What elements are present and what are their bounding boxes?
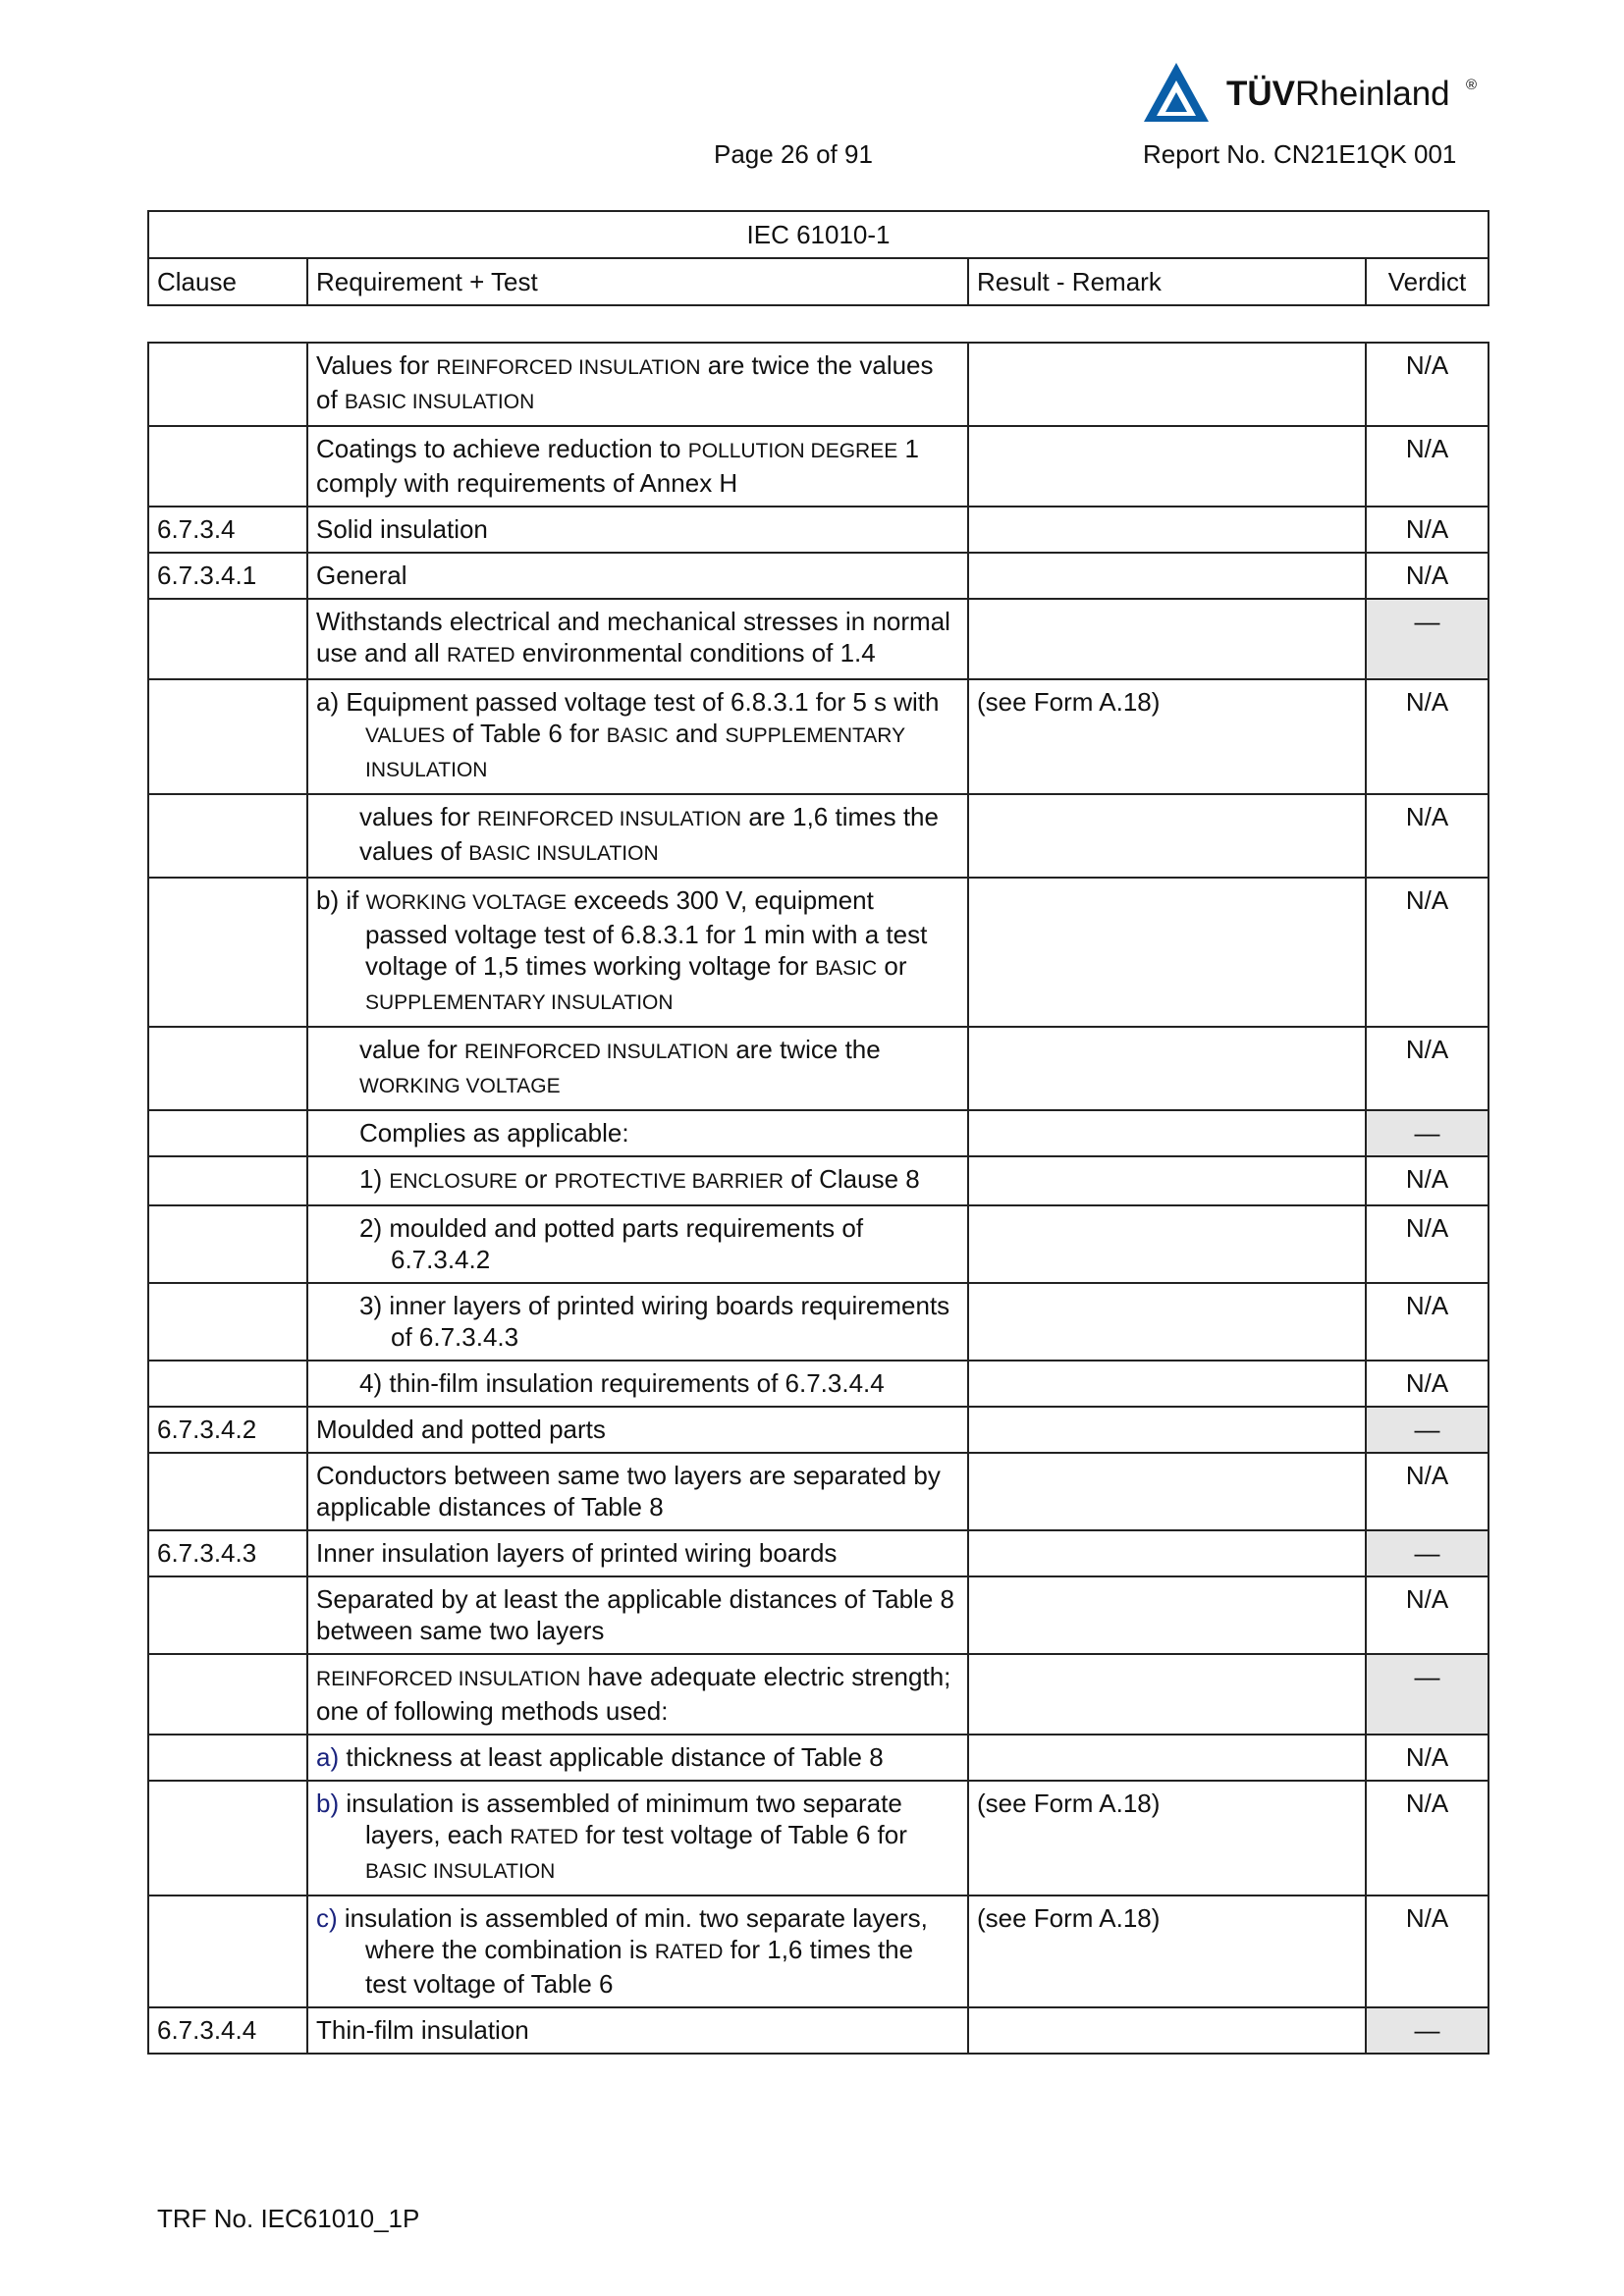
requirement-text [316, 1662, 950, 1726]
requirement-fragment: c) [316, 1903, 338, 1933]
requirement-text [316, 1212, 959, 1275]
clause-cell [148, 1361, 307, 1407]
requirement-cell [307, 599, 968, 679]
requirement-fragment: insulation is assembled of minimum two separate layers, each [339, 1789, 902, 1849]
requirement-fragment: exceeds 300 V, equipment passed voltage test of 6.8.3.1 for 1 min with a test voltage of 1,5 times working voltage for [365, 885, 928, 981]
table-row [148, 1530, 1489, 1576]
verdict-cell: N/A [1366, 1156, 1489, 1205]
requirement-fragment: Solid insulation [316, 514, 488, 544]
requirement-fragment: a) [316, 1742, 340, 1772]
requirement-cell [307, 1156, 968, 1205]
requirement-cell [307, 1027, 968, 1110]
defined-term: REINFORCED INSULATION [316, 1668, 581, 1690]
requirement-fragment: Thin-film insulation [316, 2015, 529, 2045]
verdict-cell: N/A [1366, 1576, 1489, 1654]
requirement-text [316, 1902, 959, 2000]
defined-term: BASIC INSULATION [468, 842, 659, 865]
clause-cell [148, 1205, 307, 1283]
defined-term: BASIC INSULATION [344, 391, 535, 413]
table-row [148, 553, 1489, 599]
table-row [148, 343, 1489, 426]
result-cell [968, 1110, 1366, 1156]
clause-cell: 6.7.3.4.4 [148, 2007, 307, 2054]
result-cell [968, 1576, 1366, 1654]
requirement-fragment: Withstands electrical and mechanical stresses in normal use and all [316, 607, 950, 667]
result-cell [968, 1205, 1366, 1283]
defined-term: RATED [654, 1941, 724, 1963]
requirement-fragment: or [877, 951, 907, 981]
defined-term: WORKING VOLTAGE [359, 1075, 561, 1097]
table-row [148, 1156, 1489, 1205]
result-cell: (see Form A.18) [968, 679, 1366, 794]
verdict-cell: — [1366, 1530, 1489, 1576]
requirement-cell [307, 878, 968, 1027]
requirement-text [316, 1415, 606, 1444]
defined-term: REINFORCED INSULATION [463, 1041, 730, 1063]
requirement-cell [307, 679, 968, 794]
table-row [148, 426, 1489, 507]
verdict-cell: — [1366, 599, 1489, 679]
requirement-text [316, 1117, 959, 1148]
requirement-cell [307, 1530, 968, 1576]
report-number: Report No. CN21E1QK 001 [1143, 139, 1457, 169]
requirement-cell [307, 1205, 968, 1283]
requirement-text [316, 434, 919, 498]
requirement-cell [307, 2007, 968, 2054]
table-row [148, 878, 1489, 1027]
requirement-fragment: thickness at least applicable distance of Table 8 [339, 1742, 884, 1772]
verdict-cell: N/A [1366, 426, 1489, 507]
clause-cell: 6.7.3.4 [148, 507, 307, 553]
requirement-fragment: or [517, 1164, 555, 1194]
requirement-fragment: 1 comply with requirements of Annex H [316, 434, 919, 498]
result-cell [968, 1027, 1366, 1110]
clause-cell: 6.7.3.4.3 [148, 1530, 307, 1576]
requirement-cell [307, 1576, 968, 1654]
requirement-cell [307, 553, 968, 599]
requirement-cell [307, 1781, 968, 1896]
requirement-fragment: for test voltage of Table 6 for [578, 1820, 907, 1849]
clause-cell [148, 1781, 307, 1896]
col-requirement-header: Requirement + Test [307, 258, 968, 305]
result-cell [968, 1654, 1366, 1735]
table-row [148, 599, 1489, 679]
requirement-cell [307, 1896, 968, 2007]
requirement-fragment: of Table 6 for [445, 719, 607, 748]
requirement-fragment: 4) thin-film insulation requirements of 6.7.3.4.4 [359, 1368, 885, 1398]
tuv-rheinland-logo [1142, 61, 1495, 130]
defined-term: RATED [446, 644, 515, 667]
result-cell [968, 1735, 1366, 1781]
defined-term: SUPPLEMENTARY INSULATION [365, 991, 674, 1014]
requirement-fragment: are twice the [729, 1035, 881, 1064]
clause-cell [148, 1576, 307, 1654]
requirement-fragment: 2) moulded and potted parts requirements of 6.7.3.4.2 [359, 1213, 864, 1274]
requirement-fragment: Values for [316, 350, 437, 380]
requirement-fragment: Coatings to achieve reduction to [316, 434, 688, 463]
table-row [148, 1896, 1489, 2007]
requirement-cell [307, 507, 968, 553]
verdict-cell: N/A [1366, 679, 1489, 794]
requirement-text [316, 350, 934, 414]
result-cell: (see Form A.18) [968, 1896, 1366, 2007]
table-row [148, 1735, 1489, 1781]
requirement-text [316, 884, 959, 1019]
registered-mark: ® [1466, 77, 1478, 93]
clause-cell [148, 1110, 307, 1156]
defined-term: REINFORCED INSULATION [436, 356, 701, 379]
requirement-text [316, 801, 959, 870]
requirement-cell [307, 1654, 968, 1735]
requirement-fragment: General [316, 561, 407, 590]
result-cell [968, 553, 1366, 599]
requirement-fragment: insulation is assembled of min. two separate layers, where the combination is [337, 1903, 928, 1964]
requirement-fragment: Complies as applicable: [359, 1118, 629, 1148]
verdict-cell: N/A [1366, 1205, 1489, 1283]
page-number: Page 26 of 91 [714, 139, 873, 169]
verdict-cell: N/A [1366, 1781, 1489, 1896]
requirement-text [316, 1163, 959, 1198]
clause-cell [148, 1283, 307, 1361]
verdict-cell: N/A [1366, 553, 1489, 599]
defined-term: BASIC INSULATION [365, 1860, 556, 1883]
requirement-cell [307, 1361, 968, 1407]
defined-term: REINFORCED INSULATION [476, 808, 742, 830]
requirements-table [147, 342, 1489, 2055]
requirement-fragment: environmental conditions of 1.4 [514, 638, 876, 667]
clause-cell [148, 878, 307, 1027]
requirement-text [316, 1741, 959, 1773]
requirement-cell [307, 1283, 968, 1361]
result-cell [968, 2007, 1366, 2054]
verdict-cell: N/A [1366, 1283, 1489, 1361]
table-row [148, 1781, 1489, 1896]
requirement-text [316, 1788, 959, 1888]
table-row [148, 2007, 1489, 2054]
clause-cell [148, 343, 307, 426]
table-row [148, 1453, 1489, 1530]
clause-cell [148, 1896, 307, 2007]
requirement-fragment: are 1,6 times the values of [359, 802, 939, 866]
verdict-cell: — [1366, 1654, 1489, 1735]
verdict-cell: — [1366, 1110, 1489, 1156]
requirement-text [316, 1034, 959, 1102]
defined-term: ENCLOSURE [389, 1170, 518, 1193]
requirement-fragment: Separated by at least the applicable distances of Table 8 between same two layers [316, 1584, 954, 1645]
requirement-fragment: b) [316, 1789, 340, 1818]
result-cell [968, 1453, 1366, 1530]
clause-cell [148, 794, 307, 878]
logo-wordmark: TÜVRheinland [1226, 75, 1450, 113]
table-row [148, 679, 1489, 794]
table-row [148, 1205, 1489, 1283]
requirement-text [316, 561, 407, 590]
clause-cell [148, 1735, 307, 1781]
requirement-fragment: values for [359, 802, 477, 831]
result-cell [968, 343, 1366, 426]
requirement-text [316, 514, 488, 544]
requirement-fragment: Moulded and potted parts [316, 1415, 606, 1444]
table-row [148, 1110, 1489, 1156]
verdict-cell: N/A [1366, 1361, 1489, 1407]
table-row [148, 1576, 1489, 1654]
defined-term: BASIC [815, 957, 878, 980]
clause-cell [148, 1027, 307, 1110]
requirement-text [316, 686, 959, 786]
requirement-cell [307, 794, 968, 878]
verdict-cell: N/A [1366, 1735, 1489, 1781]
requirement-cell [307, 1453, 968, 1530]
standard-title: IEC 61010-1 [148, 211, 1489, 258]
table-row [148, 1407, 1489, 1453]
table-row [148, 794, 1489, 878]
clause-cell: 6.7.3.4.2 [148, 1407, 307, 1453]
clause-cell [148, 599, 307, 679]
table-row [148, 507, 1489, 553]
result-cell [968, 507, 1366, 553]
verdict-cell: N/A [1366, 1896, 1489, 2007]
col-verdict-header: Verdict [1366, 258, 1489, 305]
requirement-fragment: Conductors between same two layers are separated by applicable distances of Table 8 [316, 1461, 941, 1522]
result-cell [968, 599, 1366, 679]
requirement-fragment: of Clause 8 [784, 1164, 920, 1194]
clause-cell: 6.7.3.4.1 [148, 553, 307, 599]
defined-term: BASIC [606, 724, 669, 747]
requirement-cell [307, 343, 968, 426]
requirement-fragment: a) Equipment passed voltage test of 6.8.3.1 for 5 s with [316, 687, 940, 717]
requirement-cell [307, 1735, 968, 1781]
requirement-fragment: have adequate electric strength; one of following methods used: [316, 1662, 951, 1726]
requirement-cell [307, 1407, 968, 1453]
table-row [148, 1027, 1489, 1110]
requirement-fragment: and [668, 719, 726, 748]
clause-cell [148, 1654, 307, 1735]
requirement-text [316, 2015, 529, 2045]
header-table [147, 210, 1489, 306]
requirement-fragment: b) if [316, 885, 366, 915]
tuv-triangle-icon [1142, 61, 1211, 124]
defined-term: RATED [510, 1826, 579, 1848]
verdict-cell: N/A [1366, 1453, 1489, 1530]
table-row [148, 1283, 1489, 1361]
clause-cell [148, 679, 307, 794]
defined-term: POLLUTION DEGREE [687, 440, 898, 462]
requirement-fragment: Inner insulation layers of printed wiring boards [316, 1538, 838, 1568]
requirement-fragment: 1) [359, 1164, 390, 1194]
col-result-header: Result - Remark [968, 258, 1366, 305]
verdict-cell: N/A [1366, 343, 1489, 426]
verdict-cell: — [1366, 2007, 1489, 2054]
requirement-cell [307, 426, 968, 507]
requirement-fragment: are twice the values of [316, 350, 934, 414]
requirement-fragment: 3) inner layers of printed wiring boards requirements of 6.7.3.4.3 [359, 1291, 950, 1352]
verdict-cell: N/A [1366, 507, 1489, 553]
result-cell [968, 1283, 1366, 1361]
requirement-text [316, 1290, 959, 1353]
clause-cell [148, 426, 307, 507]
result-cell [968, 794, 1366, 878]
requirement-text [316, 1367, 959, 1399]
result-cell [968, 1361, 1366, 1407]
defined-term: PROTECTIVE BARRIER [554, 1170, 784, 1193]
requirement-text [316, 1538, 837, 1568]
clause-cell [148, 1156, 307, 1205]
trf-number: TRF No. IEC61010_1P [157, 2204, 420, 2233]
verdict-cell: N/A [1366, 1027, 1489, 1110]
verdict-cell: N/A [1366, 878, 1489, 1027]
defined-term: WORKING VOLTAGE [365, 891, 568, 914]
requirement-text [316, 1584, 954, 1645]
clause-cell [148, 1453, 307, 1530]
table-row [148, 1361, 1489, 1407]
requirement-fragment: for 1,6 times the test voltage of Table 6 [365, 1935, 914, 1999]
requirement-text [316, 607, 950, 667]
result-cell: (see Form A.18) [968, 1781, 1366, 1896]
table-row [148, 1654, 1489, 1735]
result-cell [968, 1530, 1366, 1576]
result-cell [968, 1156, 1366, 1205]
col-clause-header: Clause [148, 258, 307, 305]
result-cell [968, 878, 1366, 1027]
requirement-cell [307, 1110, 968, 1156]
result-cell [968, 426, 1366, 507]
verdict-cell: N/A [1366, 794, 1489, 878]
result-cell [968, 1407, 1366, 1453]
requirement-fragment: value for [359, 1035, 464, 1064]
requirement-text [316, 1461, 941, 1522]
verdict-cell: — [1366, 1407, 1489, 1453]
defined-term: VALUES [365, 724, 446, 747]
defined-term: SUPPLEMENTARY INSULATION [365, 724, 905, 781]
